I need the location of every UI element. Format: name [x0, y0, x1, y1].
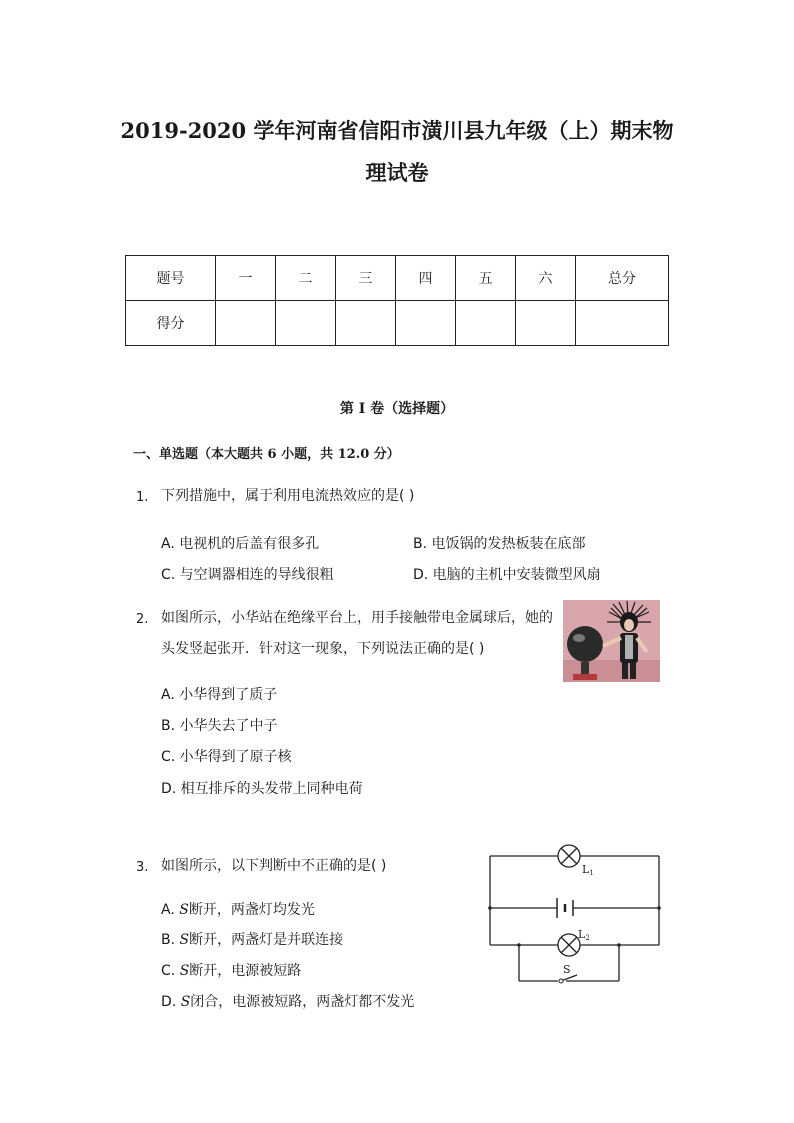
option-text: 断开，电源被短路: [189, 963, 302, 979]
option-c[interactable]: C. 与空调器相连的导线很粗: [161, 567, 334, 583]
lamp2-label: L2: [578, 928, 590, 942]
table-cell[interactable]: [396, 301, 456, 346]
option-a[interactable]: [161, 899, 315, 919]
question-number: 1.: [136, 490, 149, 505]
option-prefix: B.: [161, 932, 180, 948]
question-text-line2: 头发竖起张开．针对这一现象，下列说法正确的是( ): [161, 641, 485, 657]
table-cell[interactable]: [216, 301, 276, 346]
lamp1-label: L1: [582, 863, 594, 877]
table-cell[interactable]: [516, 301, 576, 346]
question-text: 如图所示，小华站在绝缘平台上，用手接触带电金属球后，她的: [161, 610, 553, 626]
table-cell: 二: [276, 256, 336, 301]
question-text: 下列措施中，属于利用电流热效应的是( ): [161, 488, 415, 504]
table-cell: 题号: [126, 256, 216, 301]
option-prefix: C.: [161, 963, 180, 979]
question-number: 3.: [136, 860, 149, 875]
option-a[interactable]: A. 电视机的后盖有很多孔: [161, 536, 320, 552]
option-b[interactable]: [161, 929, 343, 949]
option-d[interactable]: [161, 991, 414, 1011]
switch-variable: S: [180, 994, 191, 1010]
option-c[interactable]: C. 小华得到了原子核: [161, 749, 292, 765]
option-text: 闭合，电源被短路，两盏灯都不发光: [190, 994, 415, 1010]
score-table: [125, 255, 669, 346]
table-cell: 总分: [576, 256, 669, 301]
table-cell[interactable]: [276, 301, 336, 346]
switch-variable: S: [179, 932, 190, 948]
page-title: 2019-2020 学年河南省信阳市潢川县九年级（上）期末物: [120, 118, 674, 143]
table-cell[interactable]: [576, 301, 669, 346]
table-row: [126, 256, 669, 301]
circuit-diagram: [487, 842, 665, 992]
table-cell: 一: [216, 256, 276, 301]
section-heading: 第 I 卷（选择题）: [339, 401, 455, 417]
page-title-line2: 理试卷: [365, 160, 429, 185]
option-c[interactable]: [161, 960, 301, 980]
option-prefix: A.: [161, 902, 180, 918]
table-cell: 五: [456, 256, 516, 301]
static-electricity-photo: [563, 600, 660, 682]
table-cell[interactable]: [336, 301, 396, 346]
table-cell: 三: [336, 256, 396, 301]
switch-variable: S: [179, 963, 190, 979]
option-a[interactable]: A. 小华得到了质子: [161, 687, 278, 703]
table-cell[interactable]: [456, 301, 516, 346]
part-heading: 一、单选题（本大题共 6 小题，共 12.0 分）: [133, 447, 400, 462]
question-number: 2.: [136, 612, 149, 627]
switch-variable: S: [179, 902, 189, 918]
switch-label: S: [563, 963, 571, 976]
table-row: [126, 301, 669, 346]
table-cell: 得分: [126, 301, 216, 346]
option-prefix: D.: [161, 994, 181, 1010]
table-cell: 四: [396, 256, 456, 301]
option-text: 断开，两盏灯是并联连接: [189, 932, 344, 948]
option-text: 断开，两盏灯均发光: [188, 902, 315, 918]
option-d[interactable]: D. 电脑的主机中安装微型风扇: [413, 567, 601, 583]
question-text: 如图所示，以下判断中不正确的是( ): [161, 858, 387, 874]
option-b[interactable]: B. 电饭锅的发热板装在底部: [413, 536, 586, 552]
table-cell: 六: [516, 256, 576, 301]
option-b[interactable]: B. 小华失去了中子: [161, 718, 278, 734]
option-d[interactable]: D. 相互排斥的头发带上同种电荷: [161, 781, 363, 797]
